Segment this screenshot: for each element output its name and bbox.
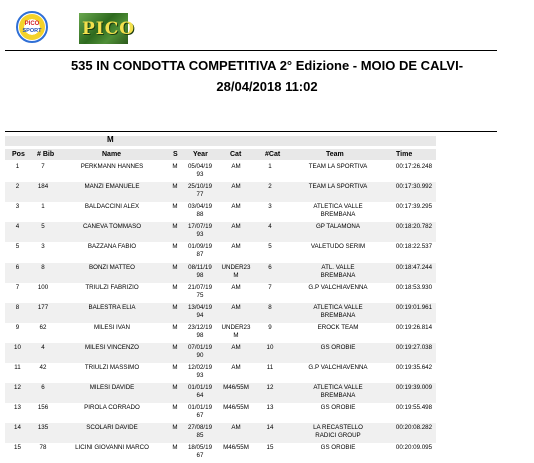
row-time: 00:19:26.814	[395, 323, 433, 331]
row-name: PERKMANN HANNES	[80, 163, 144, 170]
row-cat-2: M	[233, 271, 239, 279]
row-sex: M	[172, 263, 178, 271]
row-name: PIROLA CORRADO	[84, 404, 140, 412]
table-header	[5, 149, 436, 160]
row-cat: AM	[231, 364, 241, 371]
row-year: 25/10/19	[187, 183, 213, 191]
row-team: ATL. VALLE	[321, 263, 355, 271]
row-year-2: 85	[196, 432, 204, 440]
row-sex: M	[172, 323, 178, 331]
row-team: TEAM LA SPORTIVA	[308, 183, 368, 191]
row-pos: 13	[14, 404, 21, 412]
row-sex: M	[172, 424, 178, 432]
row-year-2: 90	[196, 351, 204, 359]
row-sex: M	[172, 364, 178, 371]
row-catpos: 14	[266, 424, 274, 432]
row-name: BALDACCINI ALEX	[84, 203, 140, 211]
row-bib: 1	[41, 203, 45, 211]
row-pos: 8	[15, 303, 20, 311]
row-year: 01/09/19	[187, 243, 213, 251]
row-team: GS OROBIE	[320, 343, 356, 351]
row-sex: M	[172, 223, 178, 231]
row-catpos: 5	[268, 243, 272, 251]
row-pos: 6	[15, 263, 20, 271]
col-pos: Pos	[12, 151, 25, 158]
row-bib: 100	[37, 283, 49, 291]
row-catpos: 15	[266, 444, 274, 452]
row-year-2: 94	[196, 311, 204, 319]
row-sex: M	[172, 183, 178, 191]
row-year-2: 64	[196, 392, 204, 400]
row-year: 13/04/19	[187, 303, 213, 311]
row-name: BALESTRA ELIA	[88, 303, 136, 311]
row-year-2: 87	[196, 251, 204, 259]
row-year: 01/01/19	[187, 404, 213, 412]
col-name: Name	[102, 151, 122, 158]
row-cat: AM	[231, 163, 241, 170]
row-time: 00:19:01.961	[395, 303, 433, 311]
row-bib: 7	[41, 163, 45, 170]
row-time: 00:20:08.282	[395, 424, 433, 432]
row-team-2: BREMBANA	[320, 271, 356, 279]
row-bib: 177	[37, 303, 49, 311]
pico-sport-logo	[16, 11, 48, 43]
row-pos: 2	[15, 183, 20, 191]
col-cat: Cat	[230, 151, 242, 158]
row-time: 00:19:27.038	[395, 343, 433, 351]
row-year-2: 77	[196, 191, 204, 199]
row-sex: M	[172, 384, 178, 392]
row-time: 00:19:35.642	[395, 364, 433, 371]
row-cat: AM	[231, 243, 241, 251]
row-cat: M46/55M	[223, 384, 249, 392]
row-cat: UNDER23	[221, 323, 251, 331]
row-bib: 62	[39, 323, 47, 331]
row-time: 00:17:39.295	[395, 203, 433, 211]
row-name: TRIULZI MASSIMO	[84, 364, 140, 371]
row-name: MANZI EMANUELE	[84, 183, 140, 191]
row-cat: AM	[231, 183, 241, 191]
col-bib: # Bib	[37, 151, 55, 158]
row-sex: M	[172, 243, 178, 251]
row-name: BAZZANA FABIO	[87, 243, 137, 251]
row-time: 00:18:20.782	[395, 223, 433, 231]
row-bib: 156	[37, 404, 49, 412]
row-time: 00:20:09.095	[395, 444, 433, 452]
row-year-2: 93	[196, 231, 204, 239]
row-time: 00:17:26.248	[395, 163, 433, 170]
row-catpos: 6	[268, 263, 272, 271]
row-catpos: 2	[268, 183, 272, 191]
row-pos: 9	[15, 323, 20, 331]
row-year-2: 67	[196, 452, 204, 460]
row-name: BONZI MATTEO	[89, 263, 135, 271]
row-catpos: 9	[268, 323, 272, 331]
col-team: Team	[326, 151, 344, 158]
row-time: 00:19:55.498	[395, 404, 433, 412]
top-divider	[5, 50, 497, 51]
row-year: 08/11/19	[188, 263, 212, 271]
row-team: EROCK TEAM	[317, 323, 359, 331]
row-team-2: BREMBANA	[320, 311, 356, 319]
row-catpos: 3	[268, 203, 272, 211]
row-team: GP TALAMONA	[315, 223, 360, 231]
category-band	[5, 136, 436, 146]
row-bib: 42	[39, 364, 47, 371]
row-pos: 3	[15, 203, 20, 211]
category-label: M	[107, 135, 114, 144]
row-sex: M	[172, 283, 178, 291]
row-year-2: 75	[196, 291, 204, 299]
row-team: ATLETICA VALLE	[313, 203, 363, 211]
row-catpos: 13	[266, 404, 274, 412]
row-year: 07/01/19	[187, 343, 213, 351]
row-time: 00:18:53.930	[395, 283, 433, 291]
col-sex: S	[173, 151, 178, 158]
row-year: 03/04/19	[187, 203, 213, 211]
row-catpos: 10	[266, 343, 274, 351]
row-team-2: RADICI GROUP	[315, 432, 361, 440]
row-cat: M46/55M	[223, 404, 249, 412]
row-year: 12/02/19	[187, 364, 213, 371]
row-year: 27/08/19	[187, 424, 213, 432]
row-time: 00:18:22.537	[395, 243, 433, 251]
row-catpos: 7	[268, 283, 272, 291]
row-sex: M	[172, 163, 178, 170]
row-name: TRIULZI FABRIZIO	[85, 283, 139, 291]
row-catpos: 8	[268, 303, 272, 311]
table-divider	[5, 131, 497, 132]
row-sex: M	[172, 404, 178, 412]
row-team-2: BREMBANA	[320, 392, 356, 400]
row-sex: M	[172, 303, 178, 311]
row-year: 05/04/19	[187, 163, 213, 170]
row-year: 01/01/19	[187, 384, 213, 392]
row-cat-2: M	[233, 331, 239, 339]
row-time: 00:19:39.009	[395, 384, 433, 392]
row-cat: UNDER23	[221, 263, 251, 271]
row-team: GS OROBIE	[320, 404, 356, 412]
row-cat: AM	[231, 424, 241, 432]
row-cat: AM	[231, 223, 241, 231]
row-name: SCOLARI DAVIDE	[86, 424, 138, 432]
row-bib: 3	[41, 243, 45, 251]
event-date: 28/04/2018 11:02	[216, 79, 318, 94]
row-team: GS OROBIE	[320, 444, 356, 452]
col-time: Time	[396, 151, 413, 158]
row-team: G.P VALCHIAVENNA	[308, 364, 368, 371]
row-year: 17/07/19	[187, 223, 213, 231]
row-cat: AM	[231, 283, 241, 291]
row-name: CANEVA TOMMASO	[82, 223, 142, 231]
row-year-2: 98	[196, 331, 204, 339]
row-pos: 1	[15, 163, 20, 170]
row-bib: 8	[41, 263, 45, 271]
row-sex: M	[172, 343, 178, 351]
row-year-2: 93	[196, 372, 204, 379]
row-pos: 7	[15, 283, 20, 291]
page-title: 535 IN CONDOTTA COMPETITIVA 2° Edizione - MOIO DE CALVI-	[70, 58, 464, 73]
col-catpos: #Cat	[265, 151, 281, 158]
row-cat: AM	[231, 303, 241, 311]
row-name: MILESI DAVIDE	[89, 384, 135, 392]
row-team: TEAM LA SPORTIVA	[308, 163, 368, 170]
logo-line1: PICO	[24, 21, 40, 27]
row-catpos: 11	[266, 364, 274, 371]
row-time: 00:17:30.992	[395, 183, 433, 191]
row-pos: 14	[14, 424, 21, 432]
row-team: G.P VALCHIAVENNA	[308, 283, 368, 291]
row-pos: 5	[15, 243, 20, 251]
row-cat: AM	[231, 203, 241, 211]
row-sex: M	[172, 444, 178, 452]
row-pos: 10	[14, 343, 21, 351]
row-bib: 6	[41, 384, 45, 392]
row-sex: M	[172, 203, 178, 211]
row-name: MILESI VINCENZO	[85, 343, 139, 351]
row-name: MILESI IVAN	[94, 323, 130, 331]
row-pos: 4	[15, 223, 20, 231]
row-bib: 78	[39, 444, 47, 452]
row-year-2: 88	[196, 211, 204, 219]
pico-logo-word: PICO	[82, 19, 136, 39]
row-team: LA RECASTELLO	[313, 424, 363, 432]
row-pos: 15	[14, 444, 21, 452]
row-year-2: 67	[196, 412, 204, 420]
pico-logo	[79, 13, 136, 44]
row-bib: 135	[37, 424, 49, 432]
row-bib: 4	[41, 343, 45, 351]
row-cat: M46/55M	[223, 444, 249, 452]
row-catpos: 12	[266, 384, 274, 392]
row-team-2: BREMBANA	[320, 211, 356, 219]
row-bib: 184	[37, 183, 49, 191]
row-pos: 11	[14, 364, 21, 371]
row-team: ATLETICA VALLE	[313, 384, 363, 392]
row-cat: AM	[231, 343, 241, 351]
logo-line2: SPORT	[22, 28, 42, 34]
col-year: Year	[193, 151, 208, 158]
row-catpos: 1	[268, 163, 272, 170]
row-name: LICINI GIOVANNI MARCO	[75, 444, 149, 452]
row-team: VALETUDO SERIM	[310, 243, 366, 251]
row-year-2: 93	[196, 171, 204, 178]
row-team: ATLETICA VALLE	[313, 303, 363, 311]
row-year: 18/05/19	[187, 444, 213, 452]
row-catpos: 4	[268, 223, 272, 231]
row-time: 00:18:47.244	[395, 263, 433, 271]
row-year: 21/07/19	[187, 283, 213, 291]
row-year-2: 98	[196, 271, 204, 279]
row-year: 23/12/19	[187, 323, 213, 331]
row-bib: 5	[41, 223, 45, 231]
row-pos: 12	[14, 384, 21, 392]
